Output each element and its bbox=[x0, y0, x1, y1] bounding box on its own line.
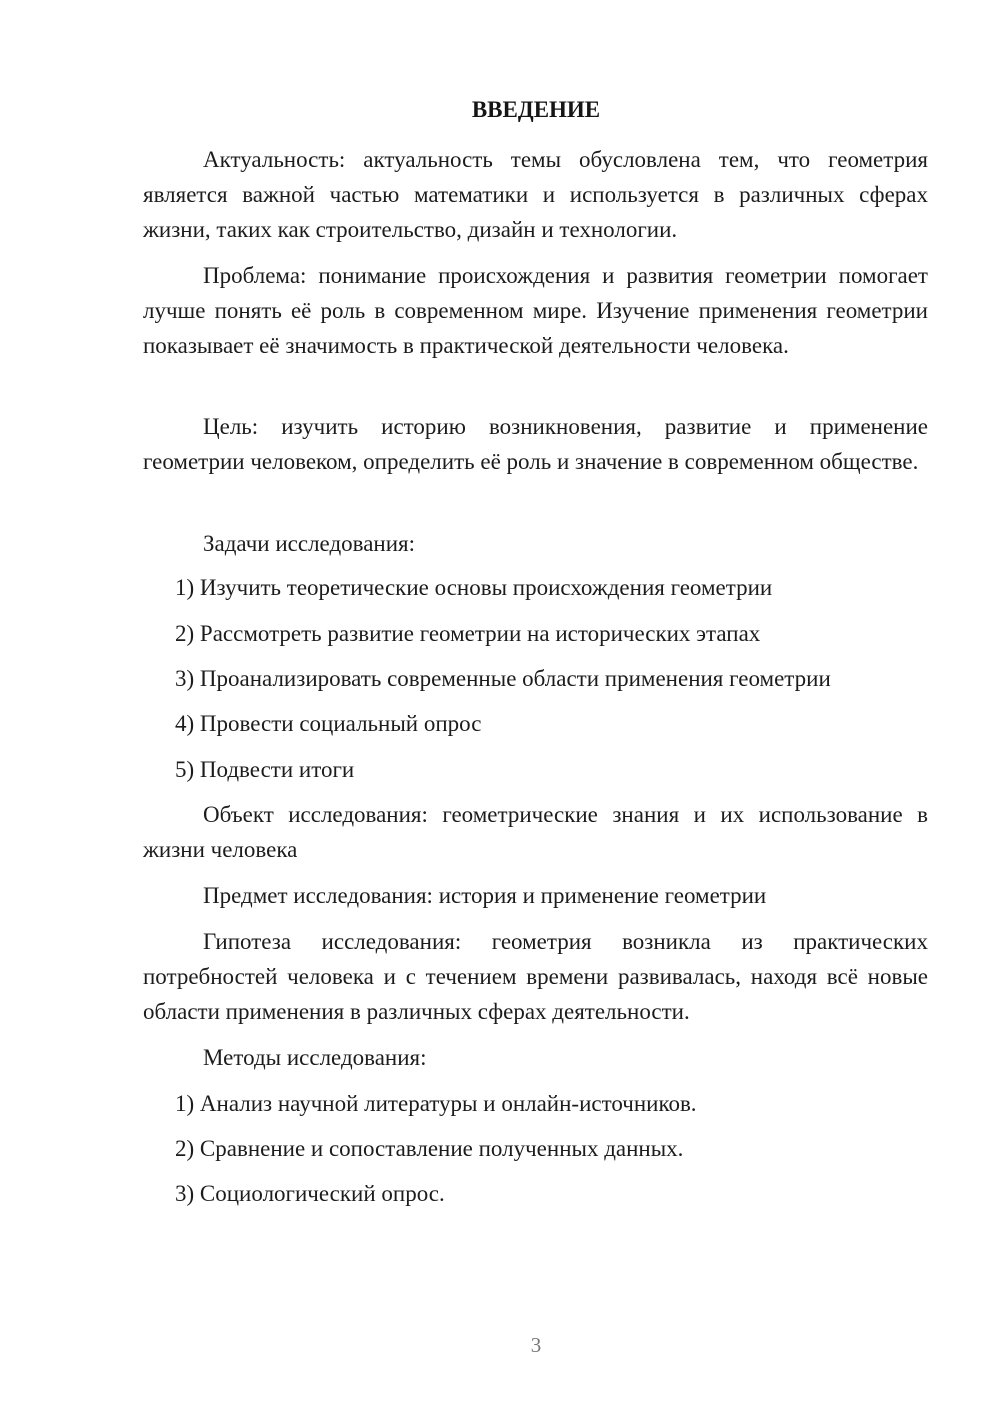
task-item-3: 3) Проанализировать современные области применения геометрии bbox=[175, 666, 831, 691]
task-item-2: 2) Рассмотреть развитие геометрии на исторических этапах bbox=[175, 621, 761, 646]
task-item-4: 4) Провести социальный опрос bbox=[175, 711, 482, 736]
paragraph-problem: Проблема: понимание происхождения и развития геометрии помогает лучше понять её роль в современном мире. Изучение применения геометрии показывает её значимость в практической деятельности человека. bbox=[143, 263, 928, 358]
paragraph-goal: Цель: изучить историю возникновения, развитие и применение геометрии человеком, определить её роль и значение в современном обществе. bbox=[143, 414, 928, 474]
page-number: 3 bbox=[530, 1333, 542, 1357]
task-item-1: 1) Изучить теоретические основы происхождения геометрии bbox=[175, 575, 773, 600]
paragraph-hypothesis: Гипотеза исследования: геометрия возникла из практических потребностей человека и с течением времени развивалась, находя всё новые области применения в различных сферах деятельности. bbox=[143, 929, 928, 1024]
subject-line: Предмет исследования: история и применение геометрии bbox=[203, 883, 767, 908]
tasks-heading: Задачи исследования: bbox=[203, 531, 416, 556]
methods-heading: Методы исследования: bbox=[203, 1045, 427, 1070]
method-item-2: 2) Сравнение и сопоставление полученных данных. bbox=[175, 1136, 684, 1161]
method-item-3: 3) Социологический опрос. bbox=[175, 1181, 445, 1206]
task-item-5: 5) Подвести итоги bbox=[175, 757, 355, 782]
paragraph-object: Объект исследования: геометрические знания и их использование в жизни человека bbox=[143, 802, 928, 862]
method-item-1: 1) Анализ научной литературы и онлайн-источников. bbox=[175, 1091, 697, 1116]
section-title: ВВЕДЕНИЕ bbox=[471, 97, 601, 122]
paragraph-relevance: Актуальность: актуальность темы обусловлена тем, что геометрия является важной частью математики и используется в различных сферах жизни, таких как строительство, дизайн и технологии. bbox=[143, 147, 928, 242]
